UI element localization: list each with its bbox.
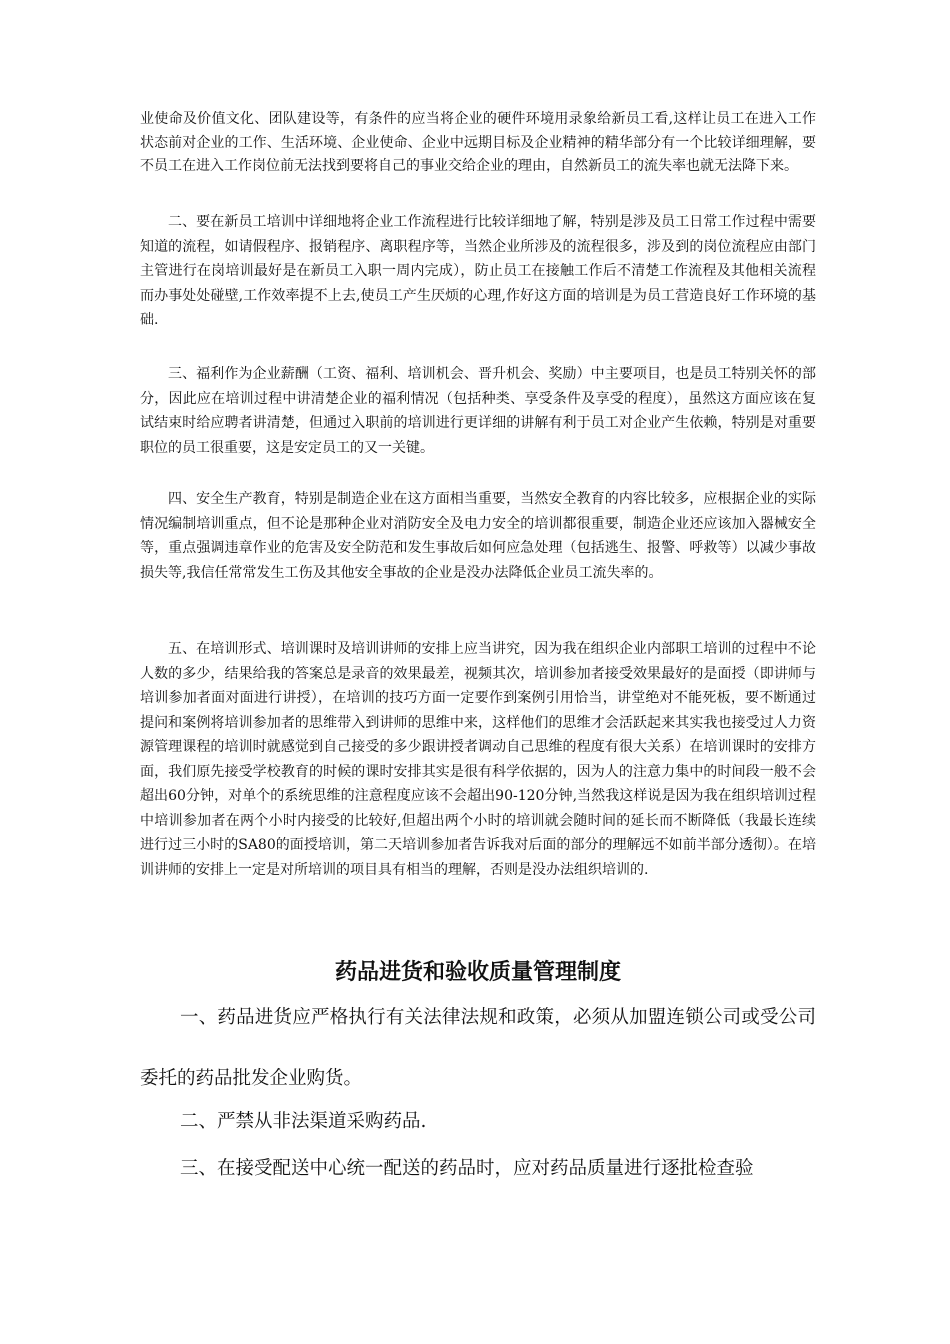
paragraph-safety-education: 四、安全生产教育，特别是制造企业在这方面相当重要，当然安全教育的内容比较多，应根据企业的实际情况编制培训重点，但不论是那种企业对消防安全及电力安全的培训都很重要，制造企业还应该加入器械安全等，重点强调违章作业的危害及安全防范和发生事故后如何应急处理（包括逃生、报警、呼救等）以减少事故损失等,我信任常常发生工伤及其他安全事故的企业是没办法降低企业员工流失率的。 bbox=[140, 491, 816, 581]
paragraph-training-format: 五、在培训形式、培训课时及培训讲师的安排上应当讲究，因为我在组织企业内部职工培训的过程中不论人数的多少，结果给我的答案总是录音的效果最差，视频其次，培训参加者接受效果最好的是面授（即讲师与培训参加者面对面进行讲授），在培训的技巧方面一定要作到案例引用恰当，讲堂绝对不能死板，要不断通过提问和案例将培训参加者的思维带入到讲师的思维中来，这样他们的思维才会活跃起来其实我也接受过人力资源管理课程的培训时就感觉到自己接受的多少跟讲授者调动自己思维的程度有很大关系）在培训课时的安排方面，我们原先接受学校教育的时候的课时安排其实是很有科学依据的，因为人的注意力集中的时间段一般不会超出60分钟，对单个的系统思维的注意程度应该不会超出90-120分钟,当然我这样说是因为我在组织培训过程中培训参加者在两个小时内接受的比较好,但超出两个小时的培训就会随时间的延长而不断降低（我最长连续进行过三小时的SA80的面授培训，第二天培训参加者告诉我对后面的部分的理解远不如前半部分透彻）。在培训讲师的安排上一定是对所培训的项目具有相当的理解，否则是没办法组织培训的. bbox=[140, 641, 816, 878]
section-title: 药品进货和验收质量管理制度 bbox=[334, 959, 621, 985]
section-item-2: 二、严禁从非法渠道采购药品. bbox=[180, 1111, 427, 1132]
paragraph-workflow-training: 二、要在新员工培训中详细地将企业工作流程进行比较详细地了解，特别是涉及员工日常工作过程中需要知道的流程，如请假程序、报销程序、离职程序等，当然企业所涉及的流程很多，涉及到的岗位流程应由部门主管进行在岗培训最好是在新员工入职一周内完成），防止员工在接触工作后不清楚工作流程及其他相关流程而办事处处碰壁,工作效率提不上去,使员工产生厌烦的心理,作好这方面的培训是为员工营造良好工作环境的基础. bbox=[140, 214, 816, 328]
section-item-3: 三、在接受配送中心统一配送的药品时，应对药品质量进行逐批检查验 bbox=[180, 1158, 754, 1179]
section-item-1: 一、药品进货应严格执行有关法律法规和政策，必须从加盟连锁公司或受公司委托的药品批发企业购货。 bbox=[140, 1007, 816, 1089]
paragraph-intro-continuation: 业使命及价值文化、团队建设等，有条件的应当将企业的硬件环境用录象给新员工看,这样让员工在进入工作状态前对企业的工作、生活环境、企业使命、企业中远期目标及企业精神的精华部分有一个比较详细理解，要不员工在进入工作岗位前无法找到要将自己的事业交给企业的理由，自然新员工的流失率也就无法降下来。 bbox=[140, 111, 816, 174]
paragraph-welfare: 三、福利作为企业薪酬（工资、福利、培训机会、晋升机会、奖励）中主要项目，也是员工特别关怀的部分，因此应在培训过程中讲清楚企业的福利情况（包括种类、享受条件及享受的程度），虽然这方面应该在复试结束时给应聘者讲清楚，但通过入职前的培训进行更详细的讲解有利于员工对企业产生依赖，特别是对重要职位的员工很重要，这是安定员工的又一关键。 bbox=[140, 366, 816, 456]
